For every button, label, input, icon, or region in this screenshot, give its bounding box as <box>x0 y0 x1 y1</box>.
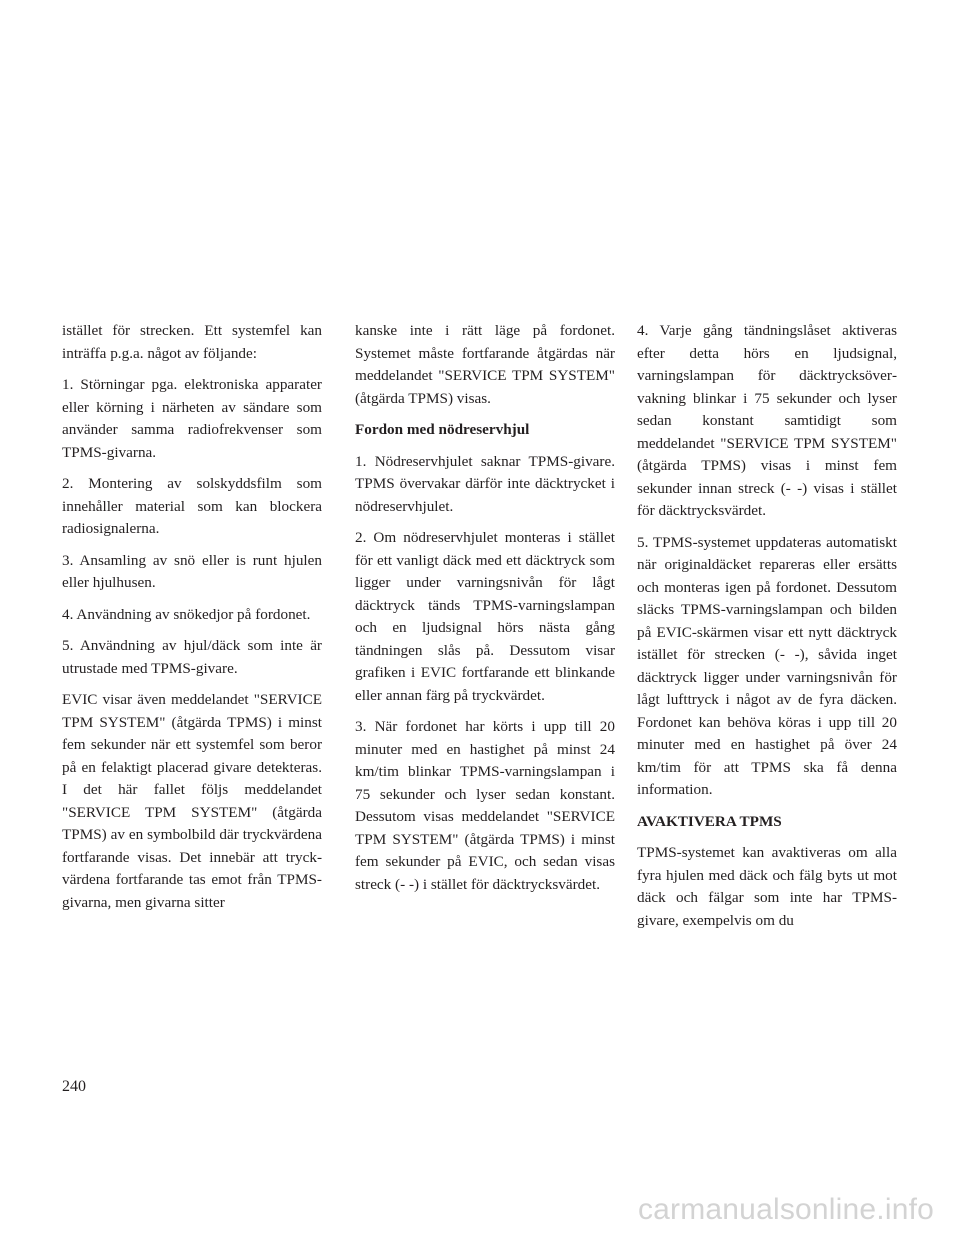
list-item: 3. När fordonet har körts i upp till 20 minuter med en hastighet på minst 24 km/tim blinkar TPMS-varningslampan i 75 sekunder och lyser sedan konstant. Dessutom visas meddelandet "SERVICE TPM SYSTEM" (åtgärda TPMS) i minst fem sekunder på EVIC, och sedan visas streck (- -) i stället för däcktrycksvärdet. <box>355 718 615 893</box>
list-item: 4. Varje gång tändningslåset aktiveras efter detta hörs en ljudsignal, varningslampan för däcktrycksövervakning blinkar i 75 sekunder och lyser sedan konstant samtidigt som meddelandet "SERVICE TPM SYSTEM" (åtgärda TPMS) visas i minst fem sekunder innan streck (- -) visas i stället för däcktrycksvärdet. <box>637 322 897 519</box>
paragraph: TPMS-systemet kan avaktiveras om alla fyra hjulen med däck och fälg byts ut mot däck och fälgar som inte har TPMS-givare, exempelvis om du <box>637 844 897 929</box>
list-item: 1. Nödreservhjulet saknar TPMS-givare. TPMS övervakar därför inte däcktrycket i nödreservhjulet. <box>355 452 615 515</box>
section-heading: AVAKTIVERA TPMS <box>637 812 782 830</box>
paragraph: EVIC visar även meddelandet "SERVICE TPM SYSTEM" (åtgärda TPMS) i minst fem sekunder när ett systemfel som beror på en felaktigt placerad givare detekteras. I det här fallet följs meddelandet "SERVICE TPM SYSTEM" (åtgärda TPMS) av en symbolbild där tryckvärdena fortfarande visas. Det innebär att tryckvärdena fortfarande tas emot från TPMS-givarna, men givarna sitter <box>62 691 322 911</box>
page-number: 240 <box>62 1078 86 1095</box>
watermark: carmanualsonline.info <box>637 1193 934 1226</box>
paragraph: kanske inte i rätt läge på fordonet. Systemet måste fortfarande åtgärdas när meddelandet "SERVICE TPM SYSTEM" (åtgärda TPMS) visas. <box>355 322 615 407</box>
list-item: 5. Användning av hjul/däck som inte är utrustade med TPMS-givare. <box>62 637 322 677</box>
list-item: 1. Störningar pga. elektroniska apparater eller körning i närheten av sändare som använder samma radiofrekvenser som TPMS-givarna. <box>62 376 322 461</box>
list-item: 5. TPMS-systemet uppdateras automatiskt när originaldäcket repareras eller ersätts och monteras igen på fordonet. Dessutom släcks TPMS-varningslampan och bilden på EVIC-skärmen visar ett nytt däcktryck istället för strecken (- -), såvida inget däcktryck ligger under varningsnivån för lågt lufttryck i något av de fyra däcken. Fordonet kan behöva köras i upp till 20 minuter med en hastighet på över 24 km/tim för att TPMS ska få denna information. <box>637 533 897 798</box>
text-column-3 <box>637 320 897 941</box>
section-heading: Fordon med nödreservhjul <box>355 421 530 438</box>
paragraph: istället för strecken. Ett systemfel kan inträffa p.g.a. något av följande: <box>62 322 322 362</box>
text-column-2 <box>355 320 615 905</box>
list-item: 2. Montering av solskyddsfilm som innehåller material som kan blockera radiosignalerna. <box>62 475 322 537</box>
list-item: 3. Ansamling av snö eller is runt hjulen eller hjulhusen. <box>62 551 322 591</box>
list-item: 2. Om nödreservhjulet monteras i stället för ett vanligt däck med ett däcktryck som ligger under varningsnivån för lågt däcktryck tänds TPMS-varningslampan och en ljudsignal hörs nästa gång tändningen slås på. Dessutom visar grafiken i EVIC fortfarande ett blinkande eller annan färg på tryckvärdet. <box>355 529 615 704</box>
list-item: 4. Användning av snökedjor på fordonet. <box>62 605 311 623</box>
text-column-1 <box>62 320 322 923</box>
